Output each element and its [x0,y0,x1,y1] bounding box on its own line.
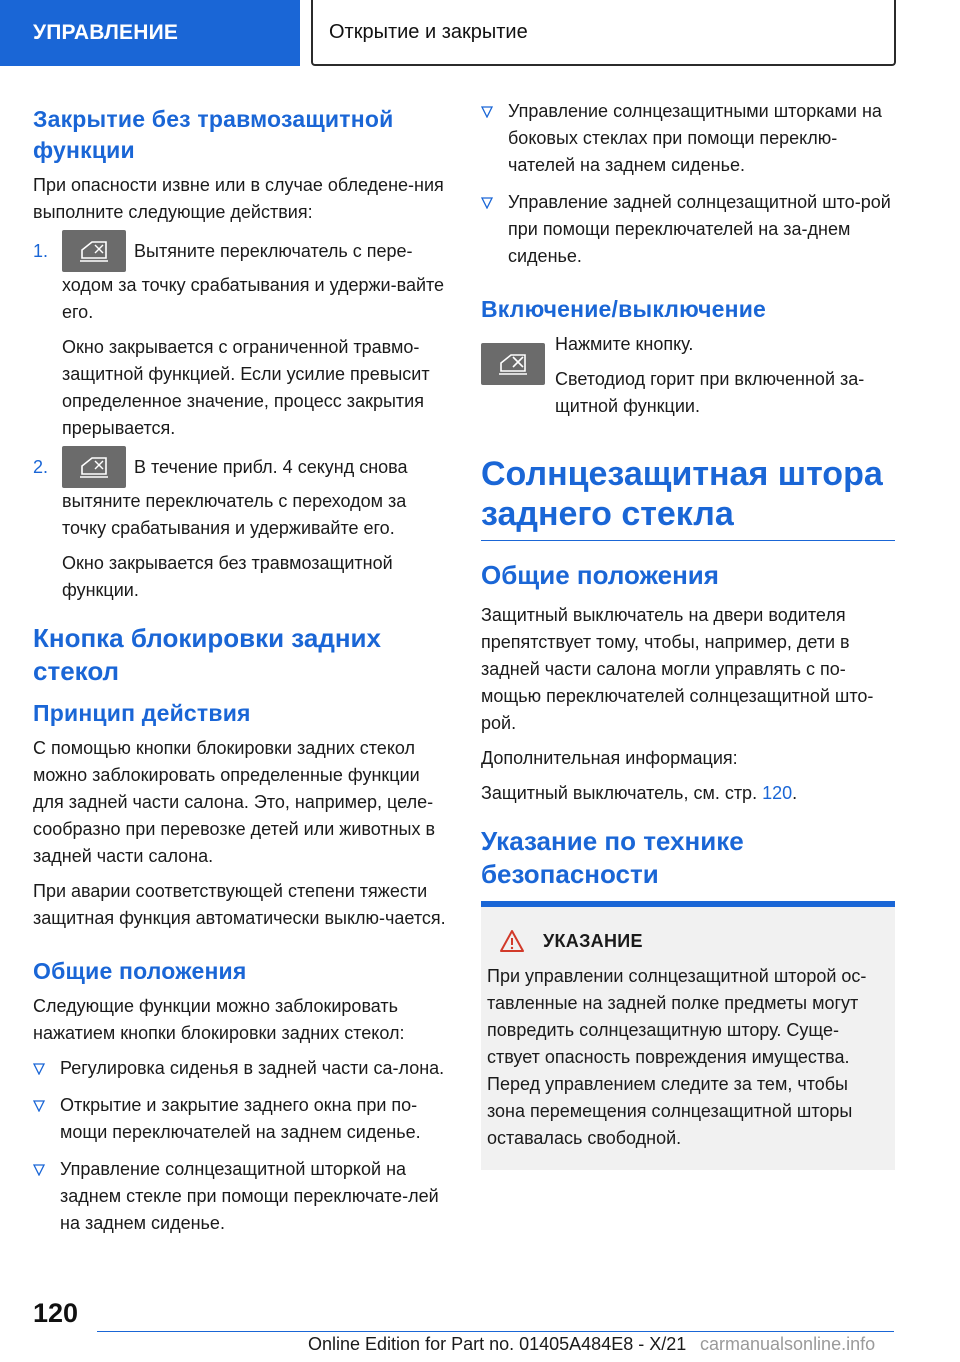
note-text: При управлении солнцезащитной шторой ос-тавленные на задней полке предметы могут повредить солнцезащитную штору. Суще-ствует опасность повреждения имущества. Перед управлением следите за тем, чтобы зона перемещения солнцезащитной шторы оставалась свободной. [487,966,867,1148]
section-label: УПРАВЛЕНИЕ [0,0,300,66]
step-2 [33,454,449,604]
paragraph-general-right: Защитный выключатель на двери водителя препятствует тому, чтобы, например, дети в задней части салона могли управлять с по-мощью переключателей солнцезащитной што-рой. [481,605,874,733]
left-column [33,98,449,1247]
heading-general-left: Общие положения [33,958,247,984]
triangle-bullet-icon [481,106,493,118]
list-item: Управление солнцезащитными шторками на боковых стеклах при помощи переклю-чателей на заднем сиденье. [481,98,895,179]
list-item: Регулировка сиденья в задней части са-лона. [33,1055,449,1082]
lock-functions-list-continued [481,98,895,270]
watermark: carmanualsonline.info [700,1334,876,1354]
on-off-block [481,331,895,420]
step-number: 2. [33,457,49,477]
window-switch-icon [62,230,126,272]
safety-note-box [481,907,895,1170]
triangle-bullet-icon [33,1100,45,1112]
heading-rear-sunblind: Солнцезащитная штора заднего стекла [481,454,895,541]
step-1 [33,238,449,442]
heading-general-right: Общие положения [481,560,719,590]
note-title: УКАЗАНИЕ [543,930,643,951]
footer-rule [97,1331,894,1332]
heading-close-without-protection: Закрытие без травмозащитной функции [33,106,394,163]
heading-on-off: Включение/выключение [481,296,767,322]
triangle-bullet-icon [33,1164,45,1176]
warning-triangle-icon [499,929,525,953]
right-column [481,98,895,1170]
step-result: Окно закрывается без травмозащитной функции. [62,553,393,600]
step-text: В течение прибл. 4 секунд снова вытяните переключатель с переходом за точку срабатывания и удерживайте его. [62,457,408,538]
paragraph-close-without-protection: При опасности извне или в случае обледене-ния выполните следующие действия: [33,175,444,222]
paragraph-principle-2: При аварии соответствующей степени тяжести защитная функция автоматически выклю-чается. [33,881,446,928]
on-off-led-note: Светодиод горит при включенной за-щитной функции. [555,369,865,416]
step-number: 1. [33,241,49,261]
list-item: Открытие и закрытие заднего окна при по-мощи переключателей на заднем сиденье. [33,1092,449,1146]
page-number: 120 [33,1298,79,1328]
list-item: Управление солнцезащитной шторкой на заднем стекле при помощи переключате-лей на заднем сиденье. [33,1156,449,1237]
chapter-title: Открытие и закрытие [329,21,528,43]
edition-label: Online Edition for Part no. 01405A484E8 - X/21 [308,1334,687,1354]
paragraph-general-left: Следующие функции можно заблокировать нажатием кнопки блокировки задних стекол: [33,996,405,1043]
step-text: Вытяните переключатель с пере-ходом за точку срабатывания и удержи-вайте его. [62,241,445,322]
paragraph-reference: Защитный выключатель, см. стр. 120. [481,783,798,803]
heading-lock-button: Кнопка блокировки задних стекол [33,623,381,686]
step-result: Окно закрывается с ограниченной травмо-защитной функцией. Если усилие превысит определенное значение, процесс закрытия прерывается. [62,337,430,438]
heading-principle: Принцип действия [33,700,251,726]
header-title-box [311,0,896,66]
lock-functions-list [33,1055,449,1237]
page-header [0,0,960,66]
triangle-bullet-icon [33,1063,45,1075]
window-lock-button-icon [481,343,545,385]
on-off-instruction: Нажмите кнопку. [555,334,694,354]
heading-safety: Указание по технике безопасности [481,826,744,889]
triangle-bullet-icon [481,197,493,209]
window-switch-icon [62,446,126,488]
paragraph-more-info: Дополнительная информация: [481,748,738,768]
page-reference-link[interactable]: 120 [762,783,793,803]
list-item: Управление задней солнцезащитной што-рой при помощи переключателей на за-днем сиденье. [481,189,895,270]
paragraph-principle-1: С помощью кнопки блокировки задних стекол можно заблокировать определенные функции для задней части салона. Это, например, целе-сообразно при перевозке детей или животных в задней части салона. [33,738,436,866]
